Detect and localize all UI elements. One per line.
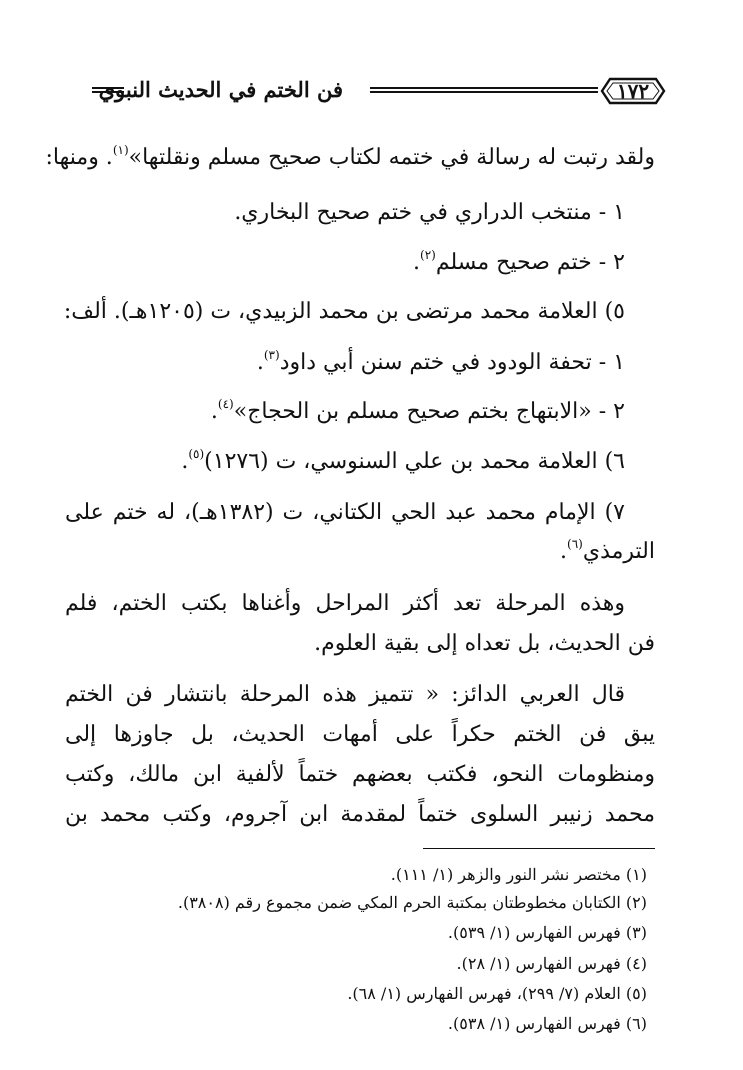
- footnote: (١) مختصر نشر النور والزهر (١/ ١١١).: [390, 865, 647, 884]
- header-rule-right: [370, 87, 598, 95]
- footnote-divider: [423, 848, 655, 849]
- page-number: ١٧٢: [616, 79, 650, 103]
- numbered-heading: ٧) الإمام محمد عبد الحي الكتاني، ت (١٣٨٢هـ)، له ختم على: [65, 500, 625, 525]
- footnote: (٥) العلام (٧/ ٢٩٩)، فهرس الفهارس (١/ ٦٨).: [347, 984, 647, 1003]
- list-item: ٢ - «الابتهاج بختم صحيح مسلم بن الحجاج»$^{(٤)}$.: [210, 397, 625, 424]
- text-line: ولقد رتبت له رسالة في ختمه لكتاب صحيح مسلم ونقلتها»$^{(١)}$. ومنها:: [45, 143, 655, 170]
- footnote: (٢) الكتابان مخطوطتان بمكتبة الحرم المكي ضمن مجموع رقم (٣٨٠٨).: [177, 893, 647, 912]
- paragraph-line: وهذه المرحلة تعد أكثر المراحل وأغناها بكتب الختم، فلم: [65, 591, 625, 616]
- paragraph-line: يبق فن الختم حكراً على أمهات الحديث، بل جاوزها إلى: [65, 722, 655, 747]
- list-item: ١ - منتخب الدراري في ختم صحيح البخاري.: [234, 200, 625, 225]
- footnote: (٣) فهرس الفهارس (١/ ٥٣٩).: [447, 923, 647, 942]
- list-item: ١ - تحفة الودود في ختم سنن أبي داود$^{(٣)}$.: [256, 348, 625, 375]
- footnote: (٤) فهرس الفهارس (١/ ٢٨).: [456, 954, 647, 973]
- numbered-heading: ٦) العلامة محمد بن علي السنوسي، ت (١٢٧٦)$^{(٥)}$.: [181, 447, 625, 474]
- page-number-badge: [598, 76, 668, 106]
- paragraph-line: ومنظومات النحو، فكتب بعضهم ختماً لألفية ابن مالك، وكتب: [65, 762, 655, 787]
- text-line: الترمذي$^{(٦)}$.: [560, 537, 655, 564]
- paragraph-line: محمد زنيبر السلوى ختماً لمقدمة ابن آجروم، وكتب محمد بن: [65, 802, 655, 827]
- paragraph-line: فن الحديث، بل تعداه إلى بقية العلوم.: [314, 631, 655, 656]
- running-title: فن الختم في الحديث النبوي: [98, 77, 343, 102]
- paragraph-line: قال العربي الدائز: « تتميز هذه المرحلة بانتشار فن الختم: [65, 682, 625, 707]
- numbered-heading: ٥) العلامة محمد مرتضى بن محمد الزبيدي، ت (١٢٠٥هـ). ألف:: [63, 299, 625, 324]
- footnote: (٦) فهرس الفهارس (١/ ٥٣٨).: [447, 1014, 647, 1033]
- list-item: ٢ - ختم صحيح مسلم$^{(٢)}$.: [413, 248, 625, 275]
